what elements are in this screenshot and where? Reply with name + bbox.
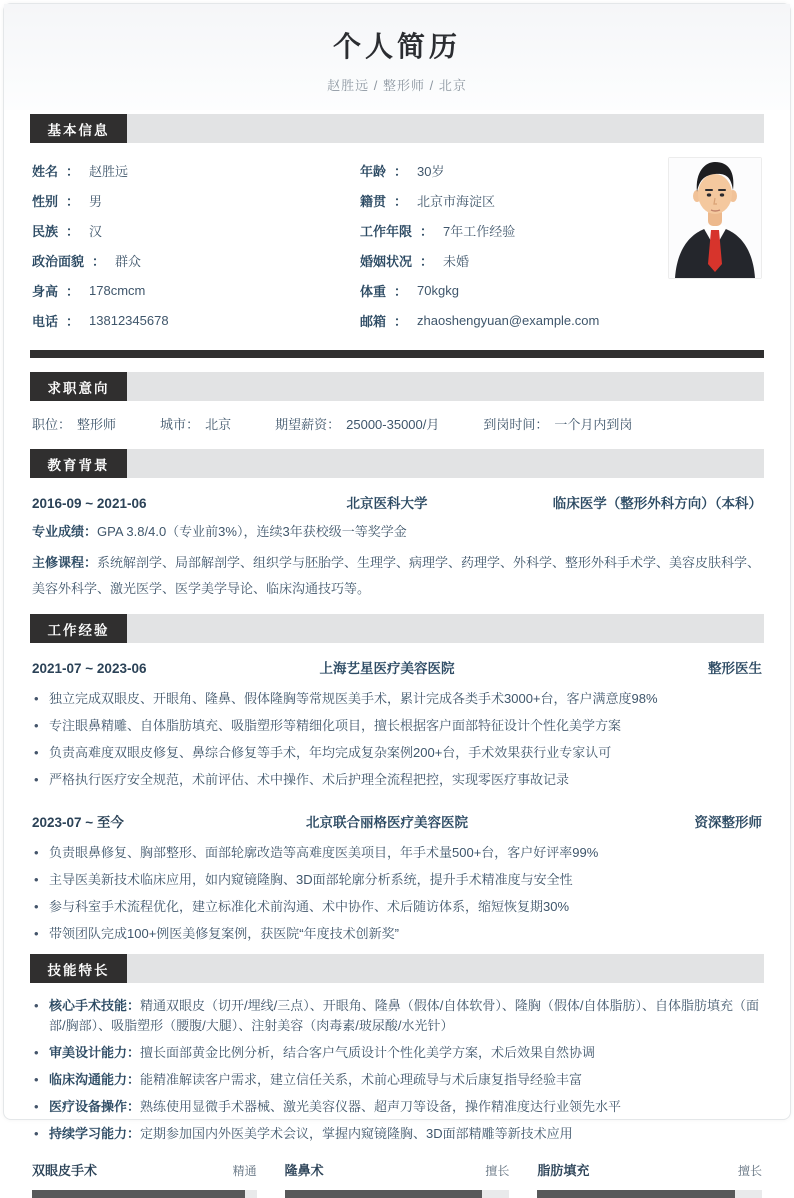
skill-bar-name: 双眼皮手术 xyxy=(32,1163,98,1178)
resume-page xyxy=(3,3,791,1178)
person-avatar-icon xyxy=(669,158,761,278)
section-title: 求职意向 xyxy=(30,372,127,401)
intent-salary: 期望薪资： 25000-35000/月 xyxy=(275,417,440,432)
field-phone: 电话 ： 13812345678 xyxy=(32,312,169,329)
page-subtitle: 赵胜远 / 整形师 / 北京 xyxy=(327,78,467,93)
section-header-job-intent xyxy=(30,372,764,401)
skill-bar-fill xyxy=(32,1190,245,1198)
field-name: 姓名 ： 赵胜远 xyxy=(32,163,129,179)
section-header-education xyxy=(30,449,764,478)
page-title: 个人简历 xyxy=(332,31,461,62)
section-title: 基本信息 xyxy=(30,114,127,143)
skill-bar-fill xyxy=(537,1190,735,1198)
job-role: 资深整形师 xyxy=(694,815,762,830)
skill-bullet: • 临床沟通能力：能精准解读客户需求，建立信任关系，术前心理疏导与术后康复指导经验丰富 xyxy=(32,1070,762,1090)
field-weight: 体重 ： 70kgkg xyxy=(360,282,459,299)
basic-info-block xyxy=(30,143,764,337)
skill-bar-fat-filling xyxy=(537,1160,762,1198)
field-work-years: 工作年限 ： 7年工作经验 xyxy=(360,223,516,239)
skill-bar-level: 擅长 xyxy=(485,1164,510,1178)
field-age: 年龄 ： 30岁 xyxy=(360,163,445,179)
field-email: 邮箱 ： zhaoshengyuan@example.com xyxy=(360,312,600,329)
job-period: 2021-07 ~ 2023-06 xyxy=(32,661,147,676)
skill-bar-name: 隆鼻术 xyxy=(284,1163,324,1178)
education-period: 2016-09 ~ 2021-06 xyxy=(32,496,147,511)
education-courses-line: 主修课程：系统解剖学、局部解剖学、组织学与胚胎学、生理学、病理学、药理学、外科学、整形外科手术学、美容皮肤科学、美容外科学、激光医学、医学美学导论、临床沟通技巧等。 xyxy=(32,555,761,596)
skill-bar-track xyxy=(285,1190,510,1198)
intent-city: 城市： 北京 xyxy=(160,417,232,432)
intent-position: 职位： 整形师 xyxy=(32,417,117,432)
job-period: 2023-07 ~ 至今 xyxy=(32,815,124,830)
job-bullet-list xyxy=(30,689,764,790)
job-bullet-list xyxy=(30,843,764,944)
skill-bar-fill xyxy=(285,1190,483,1198)
skill-bullet: • 核心手术技能：精通双眼皮（切开/埋线/三点）、开眼角、隆鼻（假体/自体软骨）、隆胸（假体/自体脂肪）、自体脂肪填充（面部/胸部）、吸脂塑形（腰腹/大腿）、注射美容（肉毒素/玻尿酸/水光针） xyxy=(32,996,762,1036)
section-header-skills xyxy=(30,954,764,983)
field-ethnicity: 民族 ： 汉 xyxy=(32,223,103,239)
field-marital-status: 婚姻状况 ： 未婚 xyxy=(360,253,470,269)
skills-bullet-list xyxy=(30,996,764,1144)
skill-bullet: • 审美设计能力：擅长面部黄金比例分析，结合客户气质设计个性化美学方案，术后效果自然协调 xyxy=(32,1043,762,1063)
field-height: 身高 ： 178cmcm xyxy=(32,282,146,299)
skill-bars-row xyxy=(30,1160,764,1198)
job-bullet: • 专注眼鼻精雕、自体脂肪填充、吸脂塑形等精细化项目，擅长根据客户面部特征设计个性化美学方案 xyxy=(32,716,762,736)
section-title: 教育背景 xyxy=(30,449,127,478)
profile-photo xyxy=(668,157,762,279)
job-bullet: • 负责高难度双眼皮修复、鼻综合修复等手术，年均完成复杂案例200+台，手术效果获行业专家认可 xyxy=(32,743,762,763)
education-gpa-line: 专业成绩：GPA 3.8/4.0（专业前3%），连续3年获校级一等奖学金 xyxy=(32,524,407,539)
job-company: 上海艺星医疗美容医院 xyxy=(319,661,455,676)
skill-bar-track xyxy=(32,1190,257,1198)
basic-info-left-column xyxy=(32,155,360,335)
education-major: 临床医学（整形外科方向）（本科） xyxy=(552,496,762,511)
job-bullet: • 严格执行医疗安全规范，术前评估、术中操作、术后护理全流程把控，实现零医疗事故记录 xyxy=(32,770,762,790)
basic-info-right-column xyxy=(360,155,660,335)
section-header-work-experience xyxy=(30,614,764,643)
section-title: 工作经验 xyxy=(30,614,127,643)
job-intent-row xyxy=(30,401,764,445)
skill-bar-name: 脂肪填充 xyxy=(537,1163,590,1178)
section-divider-bar xyxy=(30,350,764,358)
intent-availability: 到岗时间： 一个月内到岗 xyxy=(483,417,633,432)
skill-bar-double-eyelid xyxy=(32,1160,257,1198)
skill-bar-level: 擅长 xyxy=(738,1164,763,1178)
resume-header xyxy=(4,4,790,110)
skill-bar-rhinoplasty xyxy=(285,1160,510,1198)
job-bullet: • 主导医美新技术临床应用，如内窥镜隆胸、3D面部轮廓分析系统，提升手术精准度与安全性 xyxy=(32,870,762,890)
job-bullet: • 独立完成双眼皮、开眼角、隆鼻、假体隆胸等常规医美手术，累计完成各类手术3000+台，客户满意度98% xyxy=(32,689,762,709)
job-entry-header xyxy=(30,797,764,833)
job-entry-header xyxy=(30,643,764,679)
education-entry-header xyxy=(30,478,764,514)
skill-bar-level: 精通 xyxy=(232,1164,257,1178)
job-role: 整形医生 xyxy=(708,661,762,676)
skill-bullet: • 持续学习能力：定期参加国内外医美学术会议，掌握内窥镜隆胸、3D面部精雕等新技术应用 xyxy=(32,1124,762,1144)
education-school: 北京医科大学 xyxy=(346,496,428,511)
job-bullet: • 带领团队完成100+例医美修复案例，获医院“年度技术创新奖” xyxy=(32,924,762,944)
job-bullet: • 负责眼鼻修复、胸部整形、面部轮廓改造等高难度医美项目，年手术量500+台，客户好评率99% xyxy=(32,843,762,863)
job-bullet: • 参与科室手术流程优化，建立标准化术前沟通、术中协作、术后随访体系，缩短恢复期30% xyxy=(32,897,762,917)
section-header-basic-info xyxy=(30,114,764,143)
job-company: 北京联合丽格医疗美容医院 xyxy=(306,815,468,830)
field-native-place: 籍贯 ： 北京市海淀区 xyxy=(360,193,496,209)
section-title: 技能特长 xyxy=(30,954,127,983)
field-gender: 性别 ： 男 xyxy=(32,193,103,209)
field-political-status: 政治面貌 ： 群众 xyxy=(32,253,142,269)
skill-bar-track xyxy=(537,1190,762,1198)
skill-bullet: • 医疗设备操作：熟练使用显微手术器械、激光美容仪器、超声刀等设备，操作精准度达行业领先水平 xyxy=(32,1097,762,1117)
